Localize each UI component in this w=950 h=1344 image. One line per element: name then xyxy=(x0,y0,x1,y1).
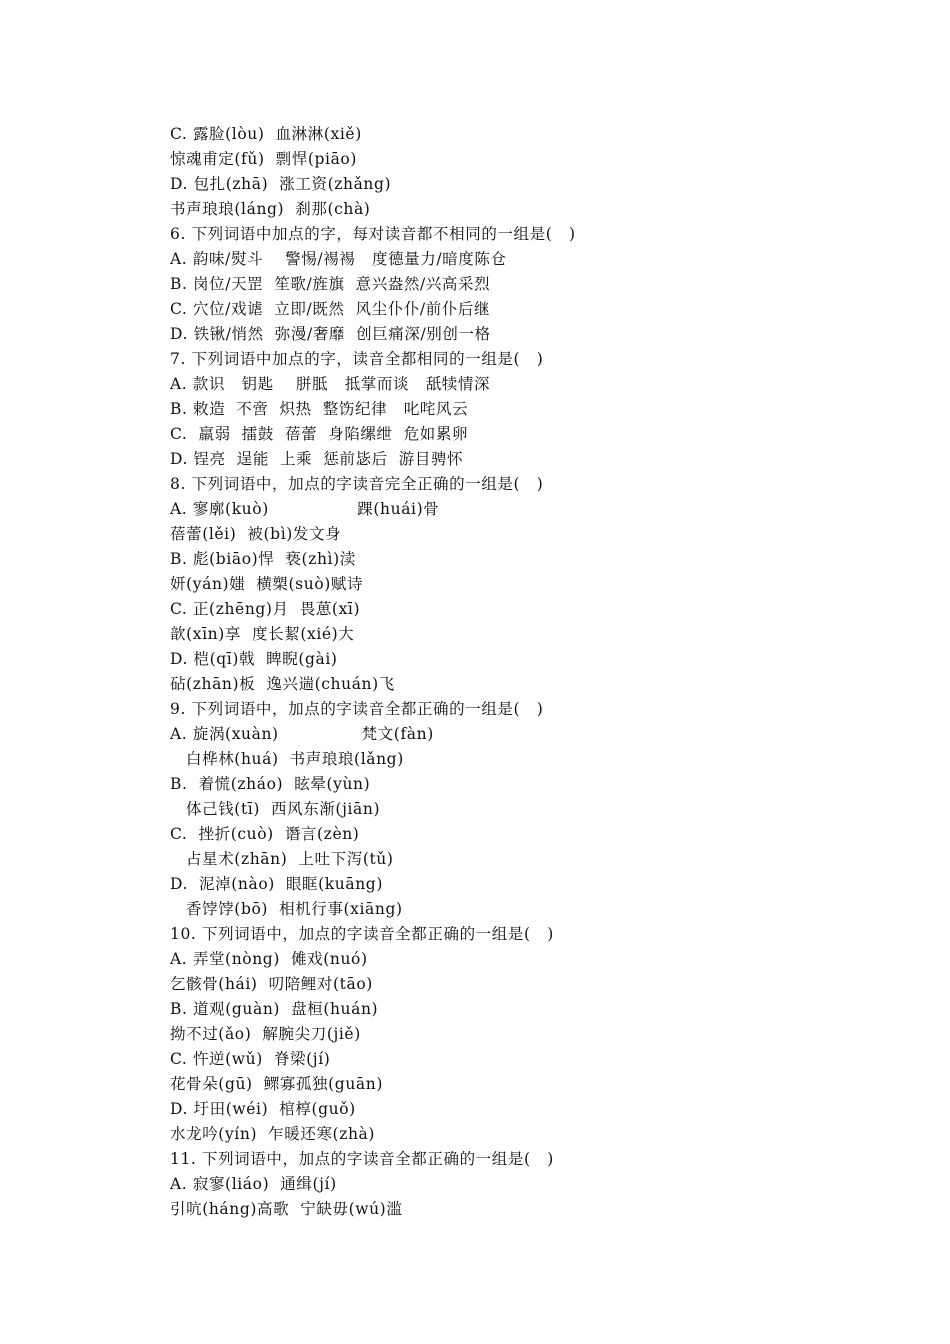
text-line: 白桦林(huá) 书声琅琅(lǎng) xyxy=(186,750,404,768)
text-line: 10. 下列词语中，加点的字读音全都正确的一组是( ) xyxy=(170,925,554,943)
text-line: 歆(xīn)享 度长絜(xié)大 xyxy=(170,625,355,643)
text-line: C. 露脸(lòu) 血淋淋(xiě) xyxy=(170,125,362,143)
text-line: A. 弄堂(nòng) 傩戏(nuó) xyxy=(170,950,368,968)
text-line: 6. 下列词语中加点的字，每对读音都不相同的一组是( ) xyxy=(170,225,576,243)
text-line: C. 正(zhēng)月 畏葸(xī) xyxy=(170,600,361,618)
text-line: A. 旋涡(xuàn) 梵文(fàn) xyxy=(170,725,434,743)
text-line: 蓓蕾(lěi) 被(bì)发文身 xyxy=(170,525,342,543)
text-line: 乞骸骨(hái) 叨陪鲤对(tāo) xyxy=(170,975,373,993)
text-line: C. 挫折(cuò) 谮言(zèn) xyxy=(170,825,360,843)
text-line: C. 忤逆(wǔ) 脊梁(jí) xyxy=(170,1050,331,1068)
text-line: B. 道观(guàn) 盘桓(huán) xyxy=(170,1000,379,1018)
text-line: 拗不过(ǎo) 解腕尖刀(jiě) xyxy=(170,1025,361,1043)
text-line: 9. 下列词语中，加点的字读音全都正确的一组是( ) xyxy=(170,700,544,718)
text-line: D. 桤(qī)戟 睥睨(gài) xyxy=(170,650,338,668)
text-line: B. 彪(biāo)悍 亵(zhì)渎 xyxy=(170,550,356,568)
text-line: 砧(zhān)板 逸兴遄(chuán)飞 xyxy=(170,675,395,693)
text-line: C. 穴位/戏谑 立即/既然 风尘仆仆/前仆后继 xyxy=(170,300,491,318)
text-line: B. 岗位/天罡 笙歌/旌旗 意兴盎然/兴高采烈 xyxy=(170,275,491,293)
text-line: A. 韵味/熨斗 警惕/裼裼 度德量力/暗度陈仓 xyxy=(170,250,507,268)
text-line: A. 寂寥(liáo) 通缉(jí) xyxy=(170,1175,337,1193)
text-line: B. 敕造 不啻 炽热 整饬纪律 叱咤风云 xyxy=(170,400,469,418)
text-line: D. 圩田(wéi) 棺椁(guǒ) xyxy=(170,1100,356,1118)
text-line: 书声琅琅(láng) 刹那(chà) xyxy=(170,200,371,218)
text-line: A. 寥廓(kuò) 踝(huái)骨 xyxy=(170,500,440,518)
text-line: 水龙吟(yín) 乍暖还寒(zhà) xyxy=(170,1125,376,1143)
text-line: A. 款识 钥匙 胼胝 抵掌而谈 舐犊情深 xyxy=(170,375,491,393)
text-line: 8. 下列词语中，加点的字读音完全正确的一组是( ) xyxy=(170,475,544,493)
text-line: D. 锃亮 逞能 上乘 惩前毖后 游目骋怀 xyxy=(170,450,464,468)
text-line: 占星术(zhān) 上吐下泻(tǔ) xyxy=(186,850,394,868)
text-line: D. 泥淖(nào) 眼眶(kuāng) xyxy=(170,875,383,893)
text-line: 引吭(háng)高歌 宁缺毋(wú)滥 xyxy=(170,1200,403,1218)
text-line: 花骨朵(gū) 鳏寡孤独(guān) xyxy=(170,1075,383,1093)
text-line: C. 羸弱 擂鼓 蓓蕾 身陷缧绁 危如累卵 xyxy=(170,425,469,443)
text-line: D. 铁锹/悄然 弥漫/奢靡 创巨痛深/别创一格 xyxy=(170,325,491,343)
text-line: 体己钱(tī) 西风东渐(jiān) xyxy=(186,800,381,818)
text-line: 香饽饽(bō) 相机行事(xiāng) xyxy=(186,900,403,918)
text-line: 7. 下列词语中加点的字，读音全都相同的一组是( ) xyxy=(170,350,544,368)
text-line: D. 包扎(zhā) 涨工资(zhǎng) xyxy=(170,175,392,193)
text-line: 妍(yán)媸 横槊(suò)赋诗 xyxy=(170,575,364,593)
text-line: B. 着慌(zháo) 眩晕(yùn) xyxy=(170,775,371,793)
text-line: 惊魂甫定(fǔ) 剽悍(piāo) xyxy=(170,150,358,168)
question-text-block xyxy=(170,122,870,1222)
text-line: 11. 下列词语中，加点的字读音全都正确的一组是( ) xyxy=(170,1150,554,1168)
